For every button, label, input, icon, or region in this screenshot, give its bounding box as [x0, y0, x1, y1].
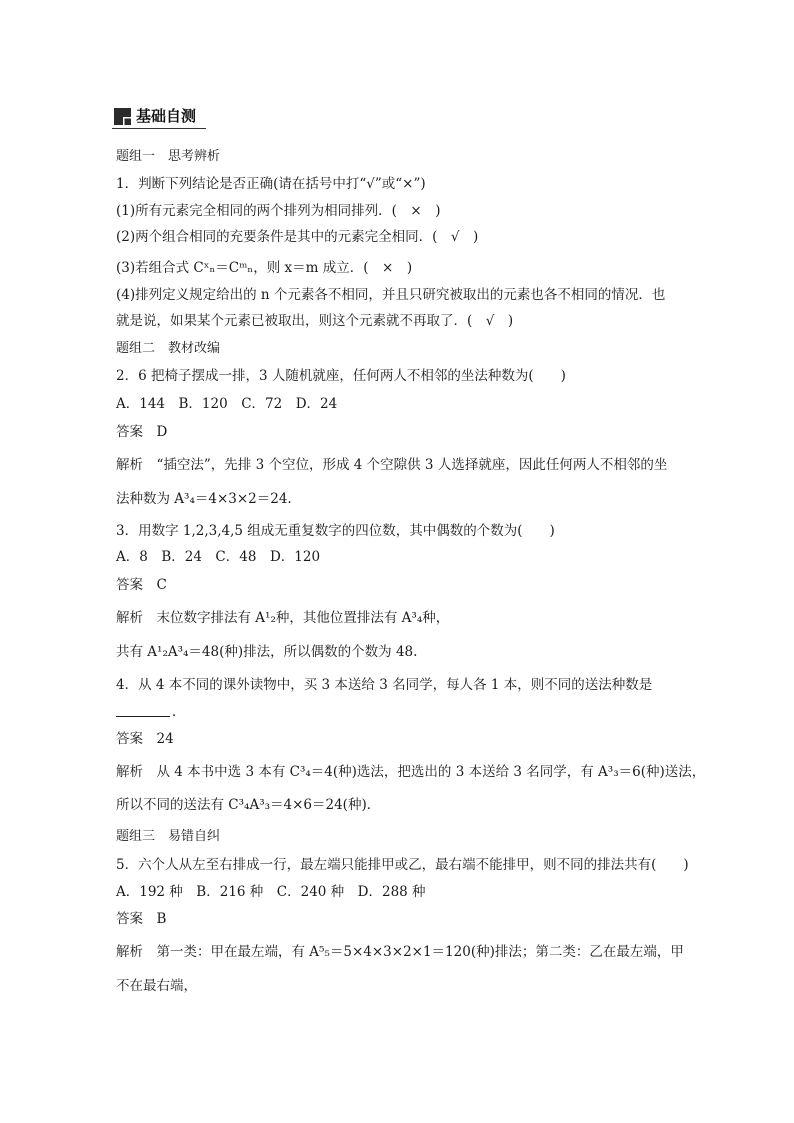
section-title: 基础自测	[136, 107, 197, 125]
answer-blank	[116, 716, 170, 717]
question-4-analysis: 解析 从 4 本书中选 3 本有 C³₄＝4(种)选法，把选出的 3 本送给 3 名同学，有 A³₃＝6(种)送法，	[116, 764, 706, 780]
question-1-item-1: (1)所有元素完全相同的两个排列为相同排列．( × )	[116, 203, 441, 219]
question-5-stem: 5．六个人从左至右排成一行，最左端只能排甲或乙，最右端不能排甲，则不同的排法共有( )	[116, 857, 689, 873]
question-5-analysis: 解析 第一类：甲在最左端，有 A⁵₅＝5×4×3×2×1＝120(种)排法；第二类：乙在最左端，甲	[116, 944, 684, 960]
question-4-answer: 答案 24	[116, 731, 174, 747]
question-2-analysis-cont: 法种数为 A³₄＝4×3×2＝24.	[116, 491, 292, 507]
question-2-analysis: 解析 “插空法”，先排 3 个空位，形成 4 个空隙供 3 人选择就座，因此任何两人不相邻的坐	[116, 457, 668, 473]
question-3-stem: 3．用数字 1,2,3,4,5 组成无重复数字的四位数，其中偶数的个数为( )	[116, 523, 555, 539]
question-1-item-2: (2)两个组合相同的充要条件是其中的元素完全相同．( √ )	[116, 229, 479, 245]
question-4-analysis-cont: 所以不同的送法有 C³₄A³₃＝4×6＝24(种)．	[116, 797, 381, 813]
question-2-stem: 2．6 把椅子摆成一排，3 人随机就座，任何两人不相邻的坐法种数为( )	[116, 368, 566, 384]
square-bullet-icon	[114, 108, 131, 125]
section-header	[112, 104, 206, 129]
question-3-answer: 答案 C	[116, 577, 167, 593]
question-5-options: A．192 种 B．216 种 C．240 种 D．288 种	[116, 884, 426, 900]
question-2-answer: 答案 D	[116, 424, 168, 440]
question-1-item-4: (4)排列定义规定给出的 n 个元素各不相同，并且只研究被取出的元素也各不相同的情况．也	[116, 287, 666, 303]
question-3-analysis-cont: 共有 A¹₂A³₄＝48(种)排法，所以偶数的个数为 48.	[116, 644, 418, 660]
question-3-options: A．8 B．24 C．48 D．120	[116, 549, 321, 565]
question-5-answer: 答案 B	[116, 911, 167, 927]
group-heading-3: 题组三 易错自纠	[116, 829, 221, 844]
blank-period: ．	[172, 704, 186, 720]
question-1-item-3: (3)若组合式 Cˣₙ＝Cᵐₙ，则 x＝m 成立．( × )	[116, 260, 413, 276]
question-4-stem: 4．从 4 本不同的课外读物中，买 3 本送给 3 名同学，每人各 1 本，则不同的送法种数是	[116, 677, 653, 693]
question-3-analysis: 解析 末位数字排法有 A¹₂种，其他位置排法有 A³₄种，	[116, 610, 450, 626]
group-heading-1: 题组一 思考辨析	[116, 149, 221, 164]
question-5-analysis-cont: 不在最右端，	[116, 978, 197, 994]
question-1-stem: 1．判断下列结论是否正确(请在括号中打“√”或“×”)	[116, 176, 426, 192]
group-heading-2: 题组二 教材改编	[116, 341, 221, 356]
question-2-options: A．144 B．120 C．72 D．24	[116, 396, 338, 412]
question-1-item-4-cont: 就是说，如果某个元素已被取出，则这个元素就不再取了．( √ )	[116, 313, 514, 329]
